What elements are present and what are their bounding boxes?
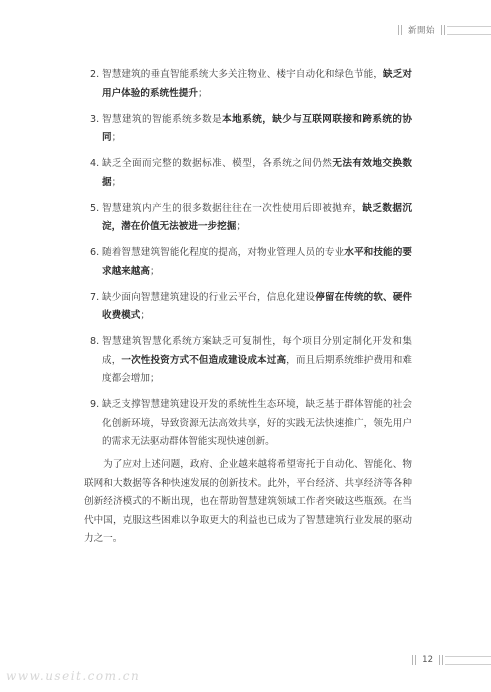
emphasis-text: 停留在传统的软、硬件收费模式	[102, 291, 413, 321]
plain-text: 智慧建筑内产生的很多数据往往在一次性使用后即被抛弃，	[102, 202, 363, 214]
footer-bars-left	[412, 655, 416, 665]
emphasis-text: 缺乏数据沉淀，潜在价值无法被进一步挖掘	[102, 202, 413, 232]
list-item-number: 4.	[90, 158, 100, 169]
list-item	[90, 66, 412, 103]
plain-text: 随着智慧建筑智能化程度的提高，对物业管理人员的专业	[102, 247, 345, 258]
emphasis-text: 缺乏对用户体验的系统性提升	[102, 69, 413, 99]
list-item-number: 9.	[90, 399, 100, 410]
plain-text: ，而且后期系统维护费用和难度都会增加；	[102, 354, 413, 384]
emphasis-text: 水平和技能的要求越来越高	[102, 247, 413, 277]
list-item	[90, 200, 412, 237]
footer-bars-right	[439, 655, 443, 665]
list-item-number: 8.	[90, 336, 100, 347]
plain-text: 缺少面向智慧建筑建设的行业云平台，信息化建设	[102, 291, 316, 303]
plain-text: 智慧建筑的智能系统多数是	[102, 113, 223, 125]
list-item	[90, 155, 412, 192]
list-item	[90, 289, 412, 326]
watermark: www.useit.com.cn	[6, 669, 141, 683]
emphasis-text: 本地系统，缺少与互联网联接和跨系统的协同	[102, 113, 413, 143]
page-header	[398, 22, 491, 38]
footer-rule	[445, 656, 491, 665]
plain-text: 缺乏支撑智慧建筑建设开发的系统性生态环境，缺乏基于群体智能的社会化创新环境，导致资源无法高效共享，好的实践无法快速推广，领先用户的需求无法驱动群体智能实现快速创新。	[102, 399, 412, 447]
header-bars-left	[398, 25, 402, 35]
list-item-number: 6.	[90, 247, 100, 258]
list-item-text	[102, 114, 412, 144]
list-item-text	[102, 247, 412, 277]
plain-text: ；	[236, 221, 246, 232]
plain-text: 缺乏全面而完整的数据标准、模型，各系统之间仍然	[102, 158, 333, 169]
list-item-text	[102, 399, 412, 447]
plain-text: ；	[149, 265, 160, 277]
list-item-text	[102, 336, 412, 384]
list-item-text	[102, 203, 412, 233]
body-paragraph	[84, 456, 412, 549]
header-rule	[447, 26, 491, 35]
plain-text: ；	[197, 87, 208, 99]
list-item-number: 2.	[90, 69, 100, 80]
plain-text: 智慧建筑智慧化系统方案缺乏可复制性，每个项目分别定制化开发和集成，	[102, 336, 412, 366]
header-bars-right	[441, 25, 445, 35]
plain-text: 智慧建筑的垂直智能系统大多关注物业、楼宇自动化和绿色节能，	[102, 69, 384, 80]
list-item-text	[102, 158, 412, 188]
list-item-number: 5.	[90, 202, 100, 214]
page-footer	[412, 653, 491, 667]
list-item-text	[102, 292, 412, 322]
plain-text: ；	[140, 310, 150, 321]
list-item-number: 3.	[90, 113, 100, 125]
body-paragraph-text: 为了应对上述问题，政府、企业越来越将希望寄托于自动化、智能化、物联网和大数据等各种快速发展的创新技术。此外，平台经济、共享经济等各种创新经济模式的不断出现，也在帮助智慧建筑领域工作者突破这些瓶颈。在当代中国，克服这些困难以争取更大的利益也已成为了智慧建筑行业发展的驱动力之一。	[84, 459, 412, 544]
plain-text: ；	[111, 176, 122, 188]
numbered-list	[90, 66, 412, 459]
emphasis-text: 无法有效地交换数据	[102, 158, 413, 188]
list-item	[90, 333, 412, 389]
list-item	[90, 244, 412, 281]
header-title: 新開始	[407, 26, 435, 36]
list-item	[90, 111, 412, 148]
emphasis-text: 一次性投资方式不但造成建设成本过高	[121, 354, 287, 366]
plain-text: ；	[111, 132, 122, 143]
list-item	[90, 396, 412, 452]
page-number: 12	[422, 655, 433, 665]
list-item-number: 7.	[90, 291, 100, 303]
list-item-text	[102, 69, 412, 99]
